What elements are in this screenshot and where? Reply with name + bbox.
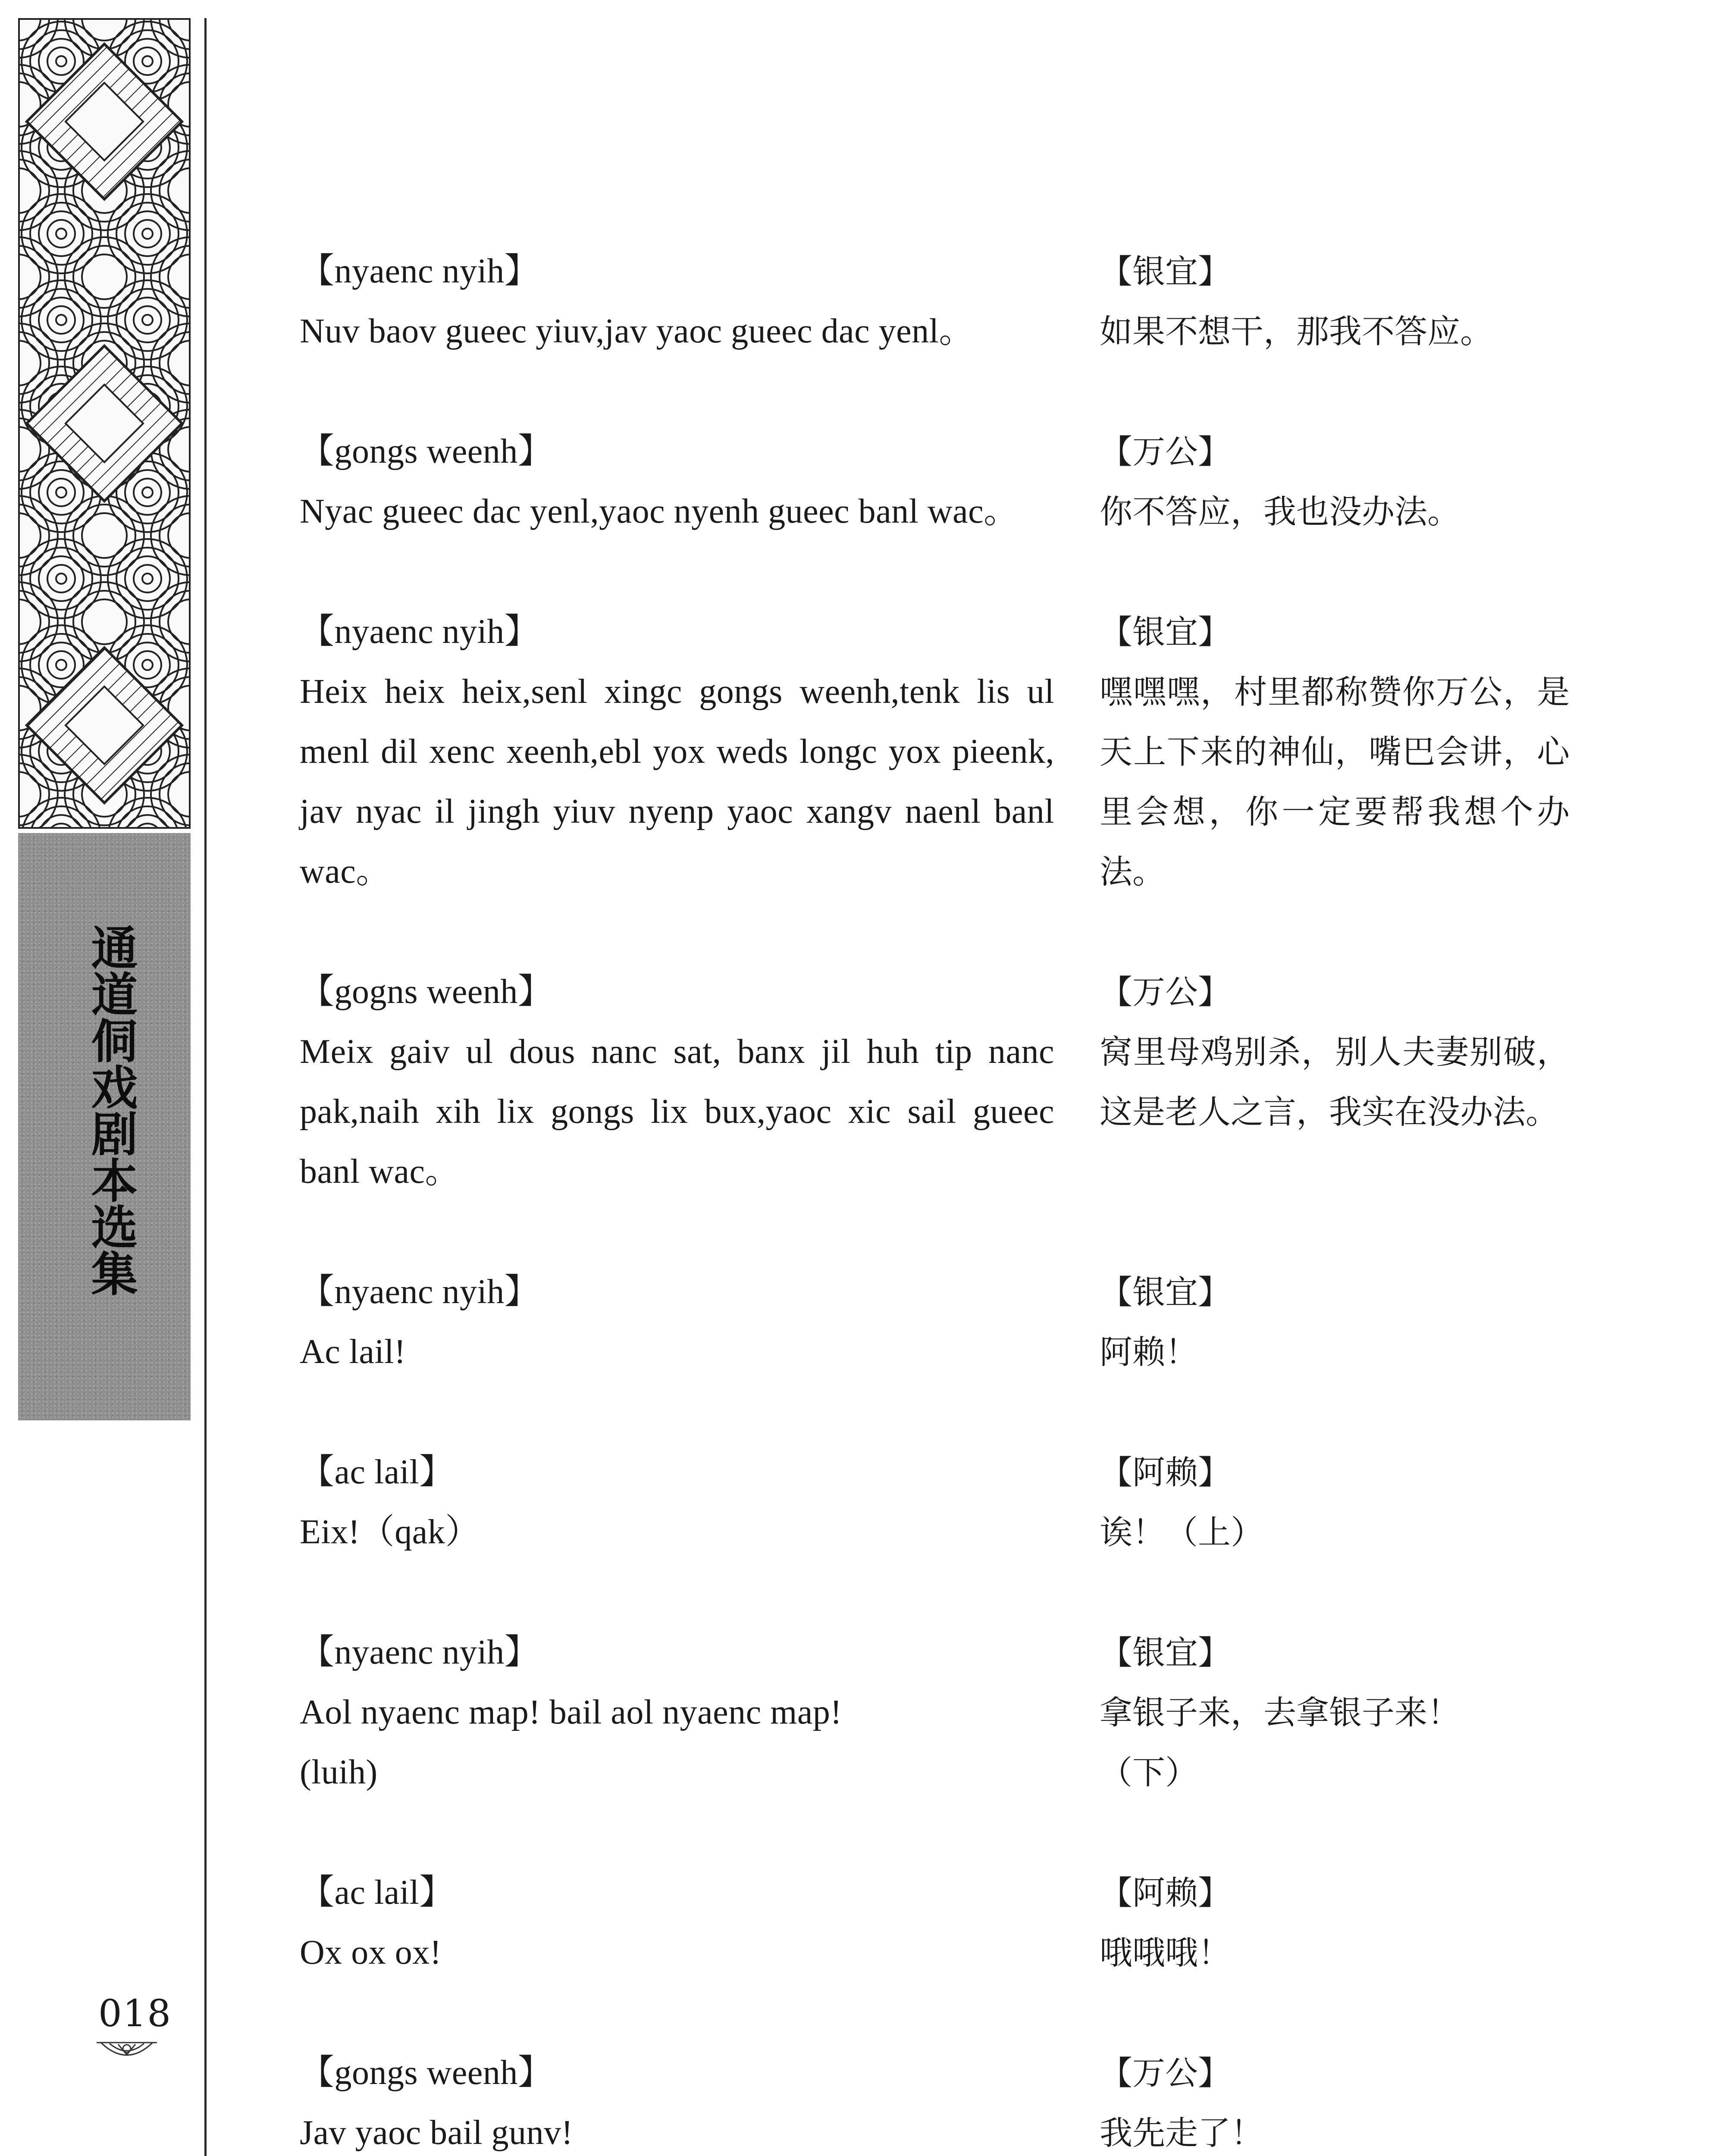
line-dong: Aol nyaenc map! bail aol nyaenc map!: [300, 1693, 842, 1731]
line-zh: 我先走了！: [1100, 2114, 1263, 2152]
chinese-column: [1100, 422, 1570, 542]
margin-rule: [204, 18, 207, 2156]
line-zh: 窝里母鸡别杀，别人夫妻别破，这是老人之言，我实在没办法。: [1100, 1033, 1570, 1131]
dong-column: [300, 602, 1054, 902]
dong-column: [300, 962, 1054, 1202]
line-zh: 阿赖！: [1100, 1333, 1198, 1371]
title-band: [18, 833, 191, 1420]
chinese-column: [1100, 2043, 1570, 2156]
speaker-dong: 【nyaenc nyih】: [300, 1633, 539, 1671]
dialogue-block: [300, 1623, 1593, 1802]
line-zh: 如果不想干，那我不答应。: [1100, 312, 1493, 351]
stage-direction-dong: (luih): [300, 1753, 378, 1791]
speaker-zh: 【万公】: [1100, 2054, 1231, 2092]
dong-column: [300, 2043, 1054, 2156]
line-dong: Nuv baov gueec yiuv,jav yaoc gueec dac yenl。: [300, 312, 974, 350]
speaker-zh: 【万公】: [1100, 432, 1231, 471]
dong-column: [300, 1262, 1054, 1382]
stage-direction-zh: （下）: [1100, 1753, 1198, 1792]
dong-column: [300, 422, 1054, 542]
line-dong: Nyac gueec dac yenl,yaoc nyenh gueec banl wac。: [300, 492, 1019, 530]
speaker-zh: 【银宜】: [1100, 613, 1231, 651]
line-dong: Meix gaiv ul dous nanc sat, banx jil huh tip nanc pak,naih xih lix gongs lix bux,yaoc xic sail gueec banl wac。: [300, 1033, 1054, 1191]
speaker-dong: 【gongs weenh】: [300, 2054, 553, 2092]
speaker-zh: 【银宜】: [1100, 252, 1231, 291]
dong-column: [300, 241, 1054, 361]
line-dong: Ox ox ox!: [300, 1934, 442, 1971]
speaker-zh: 【银宜】: [1100, 1633, 1231, 1672]
dong-column: [300, 1623, 1054, 1802]
chinese-column: [1100, 1863, 1570, 1983]
speaker-zh: 【阿赖】: [1100, 1453, 1231, 1492]
speaker-dong: 【gongs weenh】: [300, 432, 553, 470]
line-zh: 嘿嘿嘿，村里都称赞你万公，是天上下来的神仙，嘴巴会讲，心里会想，你一定要帮我想个办法。: [1100, 673, 1570, 891]
chinese-column: [1100, 241, 1570, 361]
speaker-dong: 【ac lail】: [300, 1453, 454, 1491]
dialogue-block: [300, 602, 1593, 902]
speaker-zh: 【阿赖】: [1100, 1874, 1231, 1912]
line-dong: Jav yaoc bail gunv!: [300, 2114, 573, 2152]
speaker-zh: 【银宜】: [1100, 1273, 1231, 1311]
speaker-dong: 【nyaenc nyih】: [300, 252, 539, 290]
chinese-column: [1100, 962, 1570, 1142]
line-dong: Ac lail!: [300, 1333, 406, 1371]
line-dong: Eix!（qak）: [300, 1513, 480, 1551]
dialogue-block: [300, 1442, 1593, 1562]
dialogue-block: [300, 962, 1593, 1202]
line-zh: 诶！（上）: [1100, 1513, 1263, 1551]
line-zh: 你不答应，我也没办法。: [1100, 492, 1460, 531]
decorative-cloud-pattern: [18, 18, 191, 829]
speaker-dong: 【gogns weenh】: [300, 973, 553, 1011]
dialogue-block: [300, 241, 1593, 361]
speaker-zh: 【万公】: [1100, 973, 1231, 1011]
dialogue-block: [300, 1262, 1593, 1382]
line-zh: 拿银子来，去拿银子来！: [1100, 1693, 1460, 1732]
page-ornament-icon: [92, 2037, 161, 2063]
book-title: 通道侗戏剧本选集: [83, 924, 138, 1296]
line-dong: Heix heix heix,senl xingc gongs weenh,tenk lis ul menl dil xenc xeenh,ebl yox weds longc yox pieenk, jav nyac il jingh yiuv nyenp yaoc xangv naenl banl wac。: [300, 673, 1054, 890]
dialogue-block: [300, 1863, 1593, 1983]
chinese-column: [1100, 1623, 1570, 1802]
chinese-column: [1100, 602, 1570, 902]
speaker-dong: 【ac lail】: [300, 1874, 454, 1912]
speaker-dong: 【nyaenc nyih】: [300, 1273, 539, 1311]
chinese-column: [1100, 1442, 1570, 1562]
dong-column: [300, 1442, 1054, 1562]
speaker-dong: 【nyaenc nyih】: [300, 613, 539, 651]
dialogue-block: [300, 2043, 1593, 2156]
page-number: 018: [98, 1992, 172, 2035]
line-zh: 哦哦哦！: [1100, 1934, 1231, 1972]
dialogue-section: [300, 241, 1593, 2156]
dialogue-block: [300, 422, 1593, 542]
dong-column: [300, 1863, 1054, 1983]
chinese-column: [1100, 1262, 1570, 1382]
